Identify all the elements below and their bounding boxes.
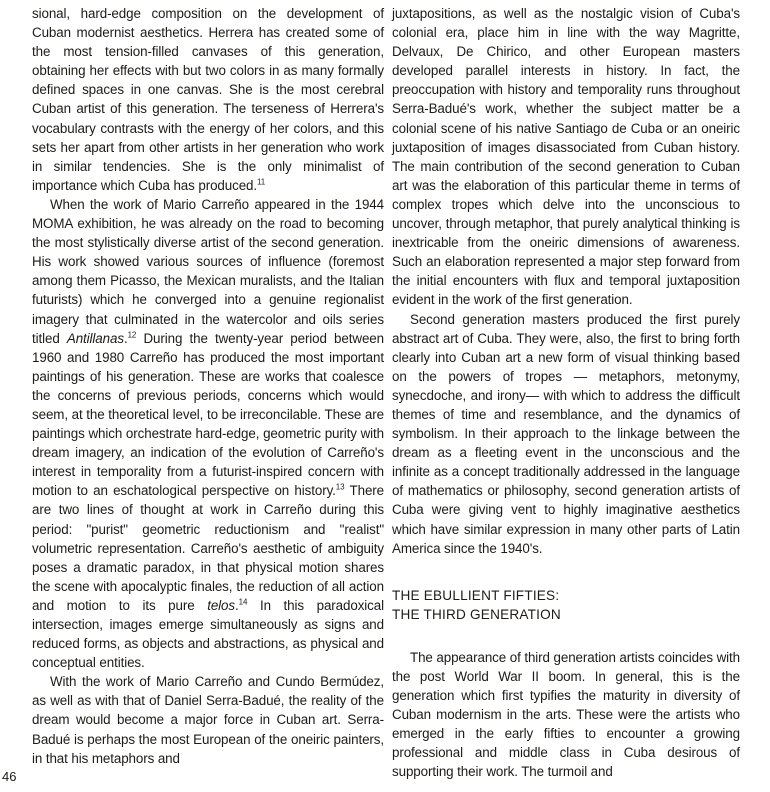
paragraph-herrera xyxy=(32,4,384,195)
paragraph-third-generation xyxy=(392,648,740,782)
left-column xyxy=(32,4,384,768)
paragraph-text: The appearance of third generation artists coincides with the post World War II boom. In general, this is the generation which first typifies the maturity in diversity of Cuban modernism in the arts. These were the artists who emerged in the early fifties to encounter a growing professional and middle class in Cuba desirous of supporting their work. The turmoil and xyxy=(392,649,741,780)
paragraph-text: Second generation masters produced the first purely abstract art of Cuba. They were, also, the first to bring forth clearly into Cuban art a new form of visual thinking based on the powers of tropes — metaphors, metonymy, synecdoche, and irony— with which to address the difficult themes of time and resemblance, and the dynamics of symbolism. In their approach to the linkage between the dream as a fleeting event in the unconscious and the infinite as a concept traditionally addressed in the language of mathematics or philosophy, second generation artists of Cuba were giving vent to highly imaginative aesthetics which have similar expression in many other parts of Latin America since the 1940's. xyxy=(392,311,740,556)
paragraph-juxtapositions xyxy=(392,4,740,310)
paragraph-second-generation xyxy=(392,310,740,558)
paragraph-text: With the work of Mario Carreño and Cundo Bermúdez, as well as with that of Daniel Serra-Badué, the reality of the dream would become a major force in Cuban art. Serra-Badué is perhaps the most European of the oneiric painters, in that his metaphors and xyxy=(32,674,384,766)
page-number: 46 xyxy=(2,769,17,784)
paragraph-text: In this paradoxical intersection, images emerge simultaneously as signs and reduced forms, as objects and abstractions, as physical and conceptual entities. xyxy=(32,597,384,671)
footnote-marker: 12 xyxy=(127,330,137,340)
right-column xyxy=(392,4,740,781)
section-heading-line: THE THIRD GENERATION xyxy=(392,606,561,622)
footnote-marker: 13 xyxy=(335,482,345,492)
paragraph-carreno: When the work of Mario Carreño appeared in the 1944 MOMA exhibition, he was already on the road to becoming the most stylistically diverse artist of the second generation. His work showed various sources of influence (foremost among them Picasso, the Mexican muralists, and the Italian futurists) which he converged into a genuine regionalist imagery that culminated in the watercolor and oils series titled Antillanas.$^{12}$ During the twenty-year period between 1960 and 1980 Carreño has produced the most important paintings of his generation. These are works that coalesce the concerns of previous periods, concerns which would seem, at the theoretical level, to be irreconcilable. These are paintings which orchestrate hard-edge, geometric purity with dream imagery, an indication of the evolution of Carreño's interest in temporality from a futurist-inspired concern with motion to an eschatological perspective on history.$^{13}$ There are two lines of thought at work in Carreño during this period: "purist" geometric reductionism and "realist" volumetric representation. Carreño's aesthetic of ambiguity poses a dramatic paradox, in that physical motion shares the scene with apocalyptic finales, the reduction of all action and motion to its pure telos.$^{14}$ In this paradoxical intersection, images emerge simultaneously as signs and reduced forms, as objects and abstractions, as physical and conceptual entities. xyxy=(32,196,385,671)
paragraph-text: During the twenty-year period between 1960 and 1980 Carreño has produced the most important paintings of his generation. These are works that coalesce the concerns of previous periods, concerns which would seem, at the theoretical level, to be irreconcilable. These are paintings which orchestrate hard-edge, geometric purity with dream imagery, an indication of the evolution of Carreño's interest in temporality from a futurist-inspired concern with motion to an eschatological perspective on history. xyxy=(32,330,384,499)
footnote-marker: 11 xyxy=(257,177,266,187)
paragraph-text: When the work of Mario Carreño appeared in the 1944 MOMA exhibition, he was already on the road to becoming the most stylistically diverse artist of the second generation. His work showed various sources of influence (foremost among them Picasso, the Mexican muralists, and the Italian futurists) which he converged into a genuine regionalist imagery that culminated in the watercolor and oils series titled xyxy=(32,196,384,346)
paragraph-serra-badue xyxy=(32,672,384,767)
section-spacer xyxy=(392,624,740,648)
italic-term: telos xyxy=(207,597,236,613)
paragraph-text: sional, hard-edge composition on the development of Cuban modernist aesthetics. Herrera has created some of the most tension-filled canvases of this generation, obtaining her effects with but two colors in as many formally defined spaces in one canvas. She is the most cerebral Cuban artist of this generation. The terseness of Herrera's vocabulary contrasts with the energy of her colors, and this sets her apart from other artists in her generation who work in similar tendencies. She is the only minimalist of importance which Cuba has produced. xyxy=(32,6,384,193)
paragraph-text: juxtapositions, as well as the nostalgic vision of Cuba's colonial era, place him in line with the way Magritte, Delvaux, De Chirico, and other European masters developed parallel interests in history. In fact, the preoccupation with history and temporality runs throughout Serra-Badué's work, whether the subject matter be a colonial scene of his native Santiago de Cuba or an oneiric juxtaposition of images disassociated from Cuban history. The main contribution of the second generation to Cuban art was the elaboration of this particular theme in terms of complex tropes which delve into the unconscious to uncover, through metaphor, that purely analytical thinking is inextricable from the oneiric dimensions of awareness. Such an elaboration represented a major step forward from the initial encounters with flux and temporal juxtaposition evident in the work of the first generation. xyxy=(392,6,740,308)
paragraph-text: There are two lines of thought at work in Carreño during this period: "purist" geometric reductionism and "realist" volumetric representation. Carreño's aesthetic of ambiguity poses a dramatic paradox, in that physical motion shares the scene with apocalyptic finales, the reduction of all action and motion to its pure xyxy=(32,483,385,613)
section-heading xyxy=(392,586,740,624)
series-title: Antillanas xyxy=(66,330,124,346)
section-heading-line: THE EBULLIENT FIFTIES: xyxy=(392,587,560,603)
footnote-marker: 14 xyxy=(238,597,248,607)
